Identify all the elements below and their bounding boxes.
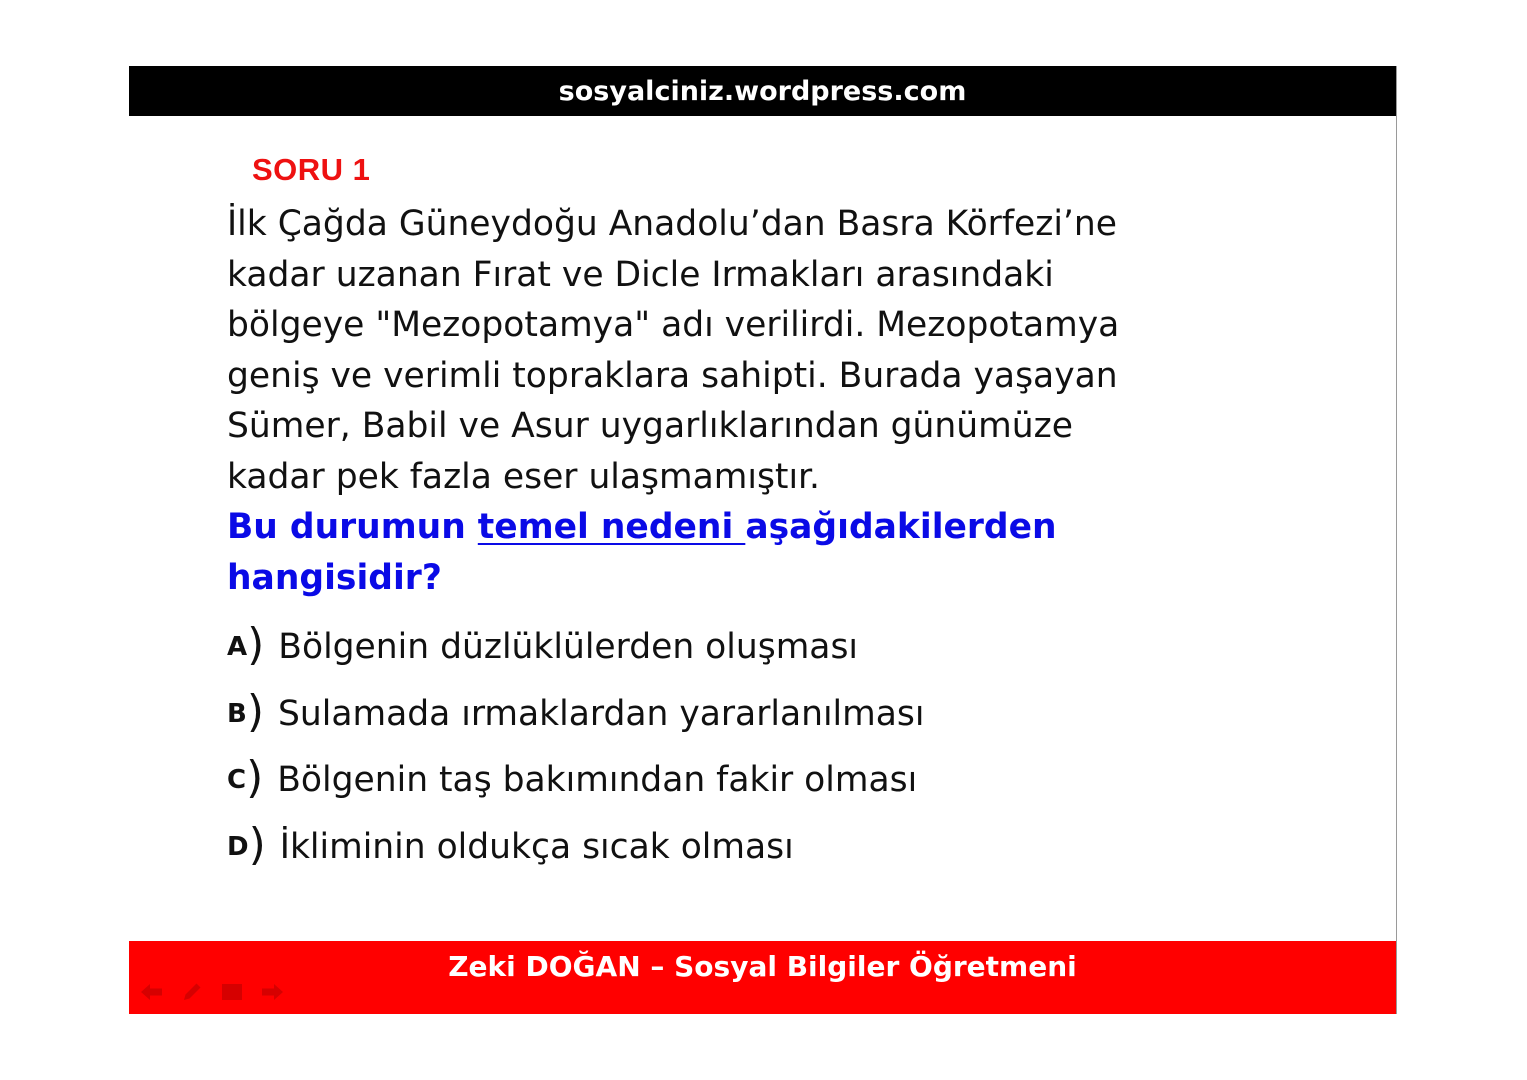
- question-line: bölgeye "Mezopotamya" adı verilirdi. Mezopotamya: [227, 305, 1120, 345]
- slide: [129, 66, 1397, 1014]
- question-line: Sümer, Babil ve Asur uygarlıklarından günümüze: [227, 406, 1073, 446]
- question-line: İlk Çağda Güneydoğu Anadolu’dan Basra Körfezi’ne: [227, 204, 1117, 244]
- option-b[interactable]: B ) Sulamada ırmaklardan yararlanılması: [227, 685, 925, 737]
- option-letter: A: [227, 632, 248, 663]
- option-d[interactable]: D ) İkliminin oldukça sıcak olması: [227, 818, 794, 870]
- option-text: Sulamada ırmaklardan yararlanılması: [278, 693, 925, 734]
- prompt-emphasis: temel nedeni: [477, 507, 746, 547]
- slide-menu-icon[interactable]: [219, 979, 245, 1005]
- header-bar: [129, 66, 1396, 116]
- slideshow-nav: [139, 979, 285, 1005]
- question-number: SORU 1: [252, 152, 371, 187]
- question-prompt: [227, 502, 1237, 603]
- footer-credit: Zeki DOĞAN – Sosyal Bilgiler Öğretmeni: [448, 950, 1077, 983]
- option-text: Bölgenin taş bakımından fakir olması: [277, 760, 918, 801]
- site-title: sosyalciniz.wordpress.com: [558, 76, 967, 107]
- footer-bar: [129, 941, 1396, 1014]
- arrow-right-icon[interactable]: [259, 979, 285, 1005]
- option-text: Bölgenin düzlüklülerden oluşması: [278, 627, 859, 668]
- option-letter: B: [227, 698, 247, 729]
- option-c[interactable]: C ) Bölgenin taş bakımından fakir olması: [227, 752, 918, 804]
- option-a[interactable]: A ) Bölgenin düzlüklülerden oluşması: [227, 619, 859, 671]
- option-letter: D: [227, 831, 249, 862]
- pen-icon[interactable]: [179, 979, 205, 1005]
- option-letter: C: [227, 765, 247, 796]
- question-line: kadar pek fazla eser ulaşmamıştır.: [227, 456, 821, 497]
- arrow-left-icon[interactable]: [139, 979, 165, 1005]
- prompt-part: Bu durumun: [227, 507, 478, 547]
- question-text: [227, 199, 1237, 502]
- option-text: İkliminin oldukça sıcak olması: [279, 826, 794, 867]
- prompt-part: hangisidir?: [227, 557, 442, 598]
- answer-options: [227, 614, 924, 880]
- question-line: geniş ve verimli topraklara sahipti. Burada yaşayan: [227, 355, 1118, 396]
- question-line: kadar uzanan Fırat ve Dicle Irmakları arasındaki: [227, 254, 1054, 295]
- prompt-part: aşağıdakilerden: [745, 507, 1057, 547]
